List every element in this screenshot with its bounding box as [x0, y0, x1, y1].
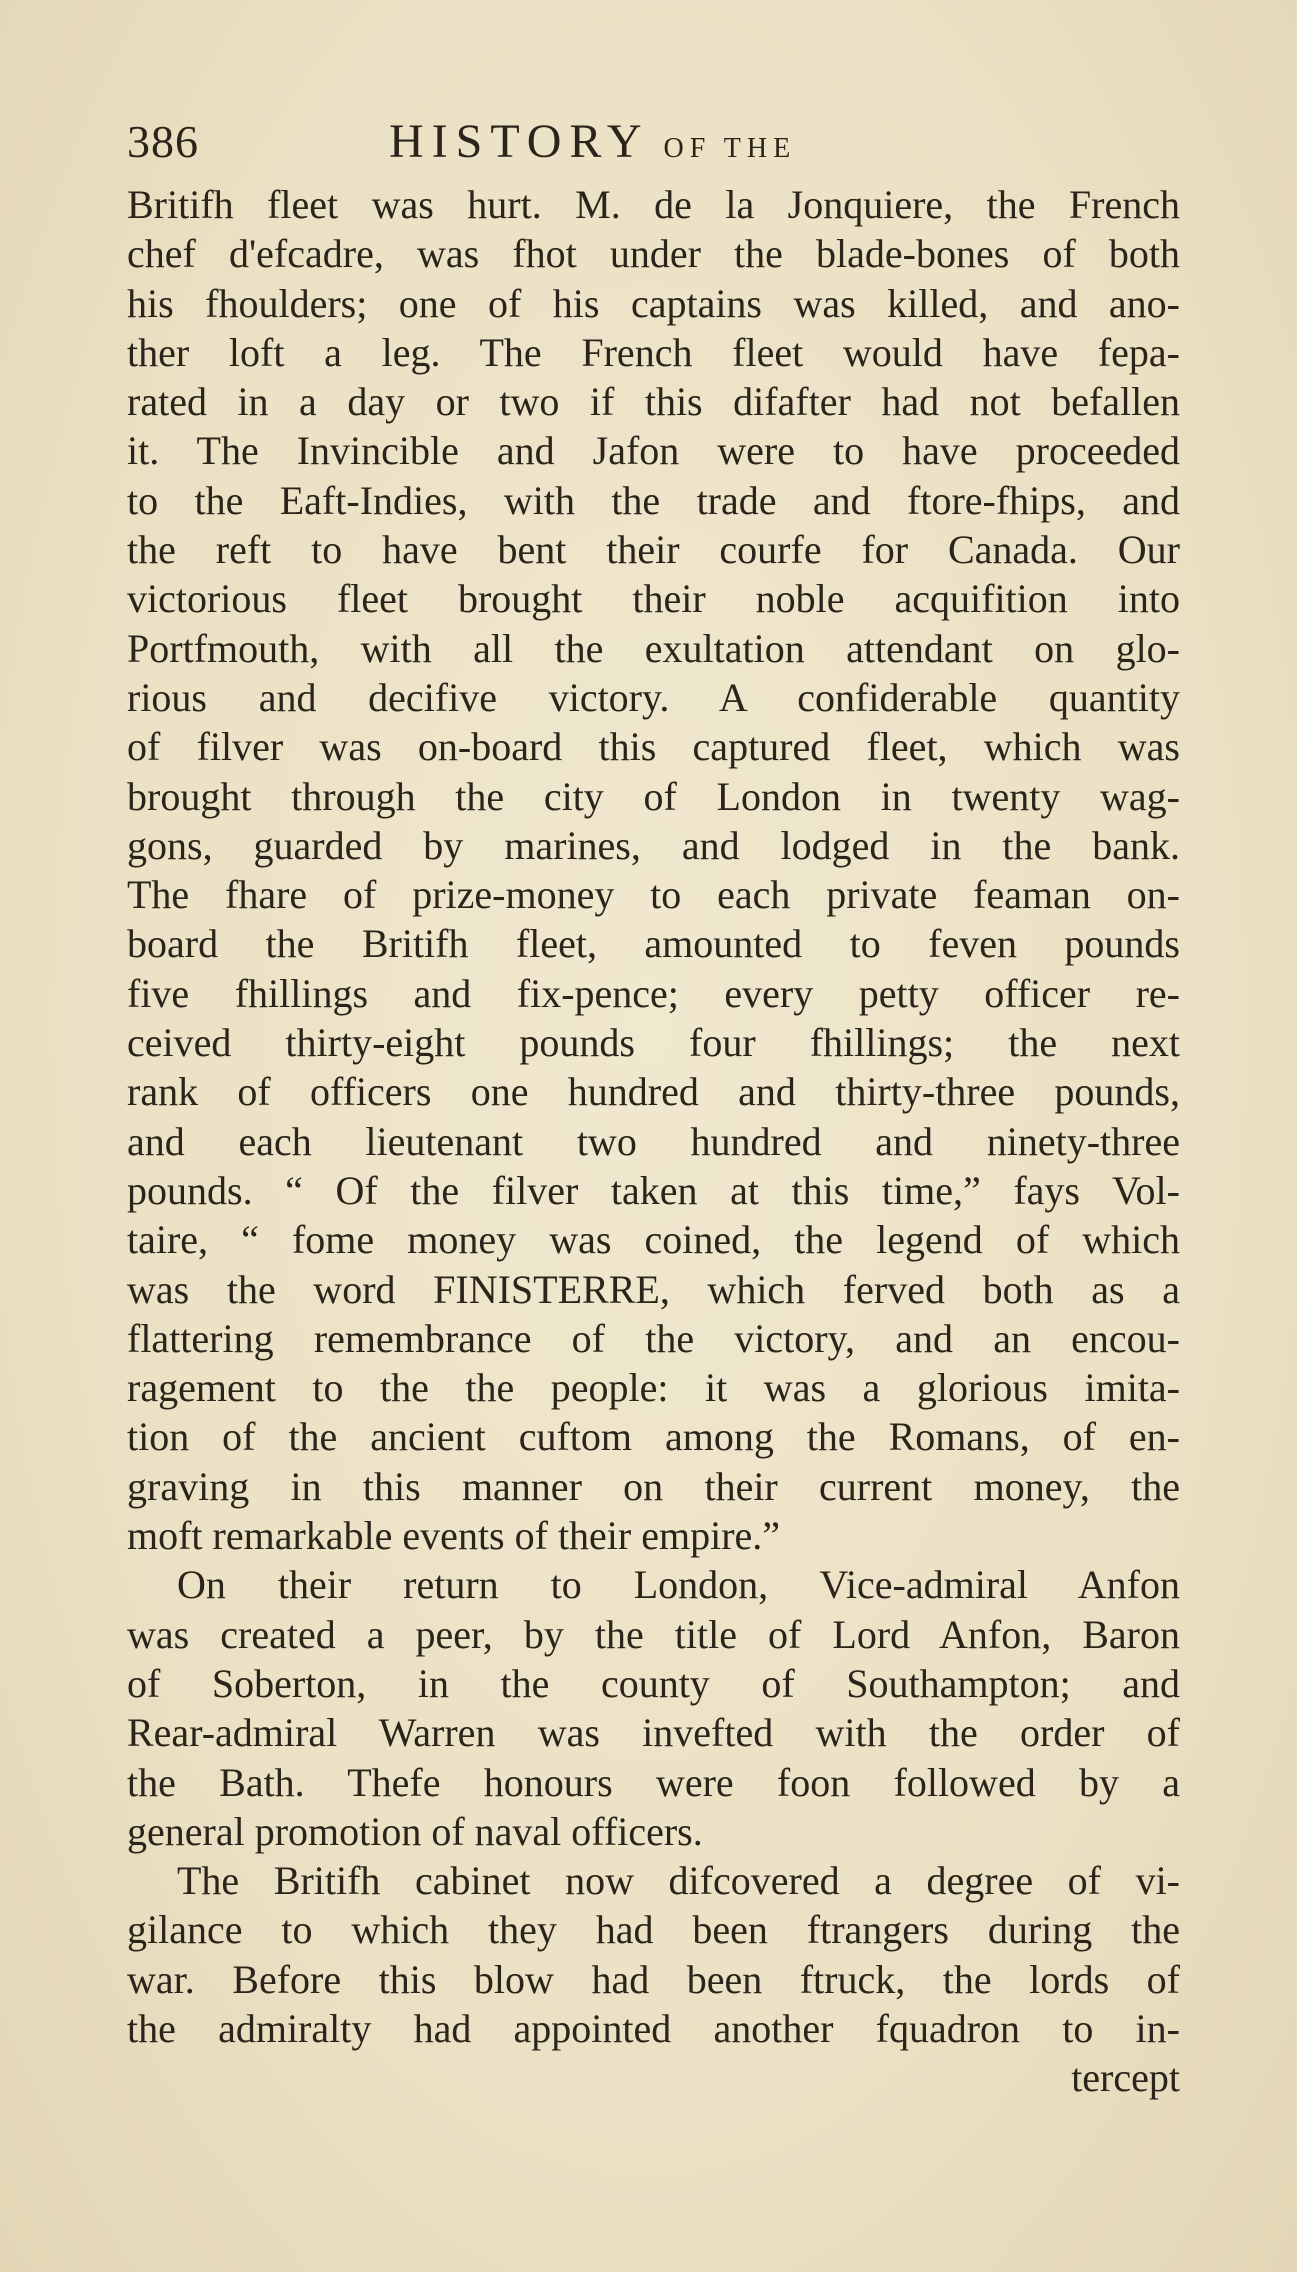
text-line: gons, guarded by marines, and lodged in the bank. [127, 822, 1180, 868]
text-line: gilance to which they had been ftrangers during the [127, 1907, 1180, 1953]
text-line: of Soberton, in the county of Southampton; and [127, 1660, 1180, 1706]
text-line: Rear-admiral Warren was invefted with the order of [127, 1710, 1180, 1756]
text-line: The Britifh cabinet now difcovered a degree of vi- [177, 1858, 1180, 1904]
text-line: Portfmouth, with all the exultation attendant on glo- [127, 625, 1180, 671]
text-line: the reft to have bent their courfe for Canada. Our [127, 527, 1180, 573]
text-line: was the word FINISTERRE, which ferved both as a [127, 1266, 1180, 1312]
text-line: moft remarkable events of their empire.” [127, 1513, 781, 1559]
catchword: tercept [1071, 2055, 1180, 2101]
text-line: and each lieutenant two hundred and ninety-three [127, 1118, 1180, 1164]
running-head-main: HISTORY [389, 115, 650, 168]
text-line: tion of the ancient cuftom among the Romans, of en- [127, 1414, 1180, 1460]
text-line: brought through the city of London in twenty wag- [127, 773, 1180, 819]
text-line: chef d'efcadre, was fhot under the blade-bones of both [127, 231, 1180, 277]
text-line: flattering remembrance of the victory, and an encou- [127, 1315, 1180, 1361]
text-line: rated in a day or two if this difafter had not befallen [127, 379, 1180, 425]
text-line: board the Britifh fleet, amounted to feven pounds [127, 921, 1180, 967]
text-line: the admiralty had appointed another fquadron to in- [127, 2005, 1180, 2051]
text-line: ragement to the the people: it was a glorious imita- [127, 1365, 1180, 1411]
text-line: The fhare of prize-money to each private feaman on- [127, 872, 1180, 918]
text-line: his fhoulders; one of his captains was killed, and ano- [127, 280, 1180, 326]
text-line: ceived thirty-eight pounds four fhillings; the next [127, 1020, 1180, 1066]
text-body [127, 180, 1180, 2103]
text-line: rank of officers one hundred and thirty-three pounds, [127, 1069, 1180, 1115]
text-line: the Bath. Thefe honours were foon followed by a [127, 1759, 1180, 1805]
text-line: ther loft a leg. The French fleet would have fepa- [127, 329, 1180, 375]
text-line: of filver was on-board this captured fleet, which was [127, 724, 1180, 770]
text-line: war. Before this blow had been ftruck, the lords of [127, 1956, 1180, 2002]
running-head [389, 112, 796, 179]
text-line: victorious fleet brought their noble acquifition into [127, 576, 1180, 622]
running-head-small: OF THE [663, 133, 797, 164]
text-line: to the Eaft-Indies, with the trade and ftore-fhips, and [127, 477, 1180, 523]
text-line: it. The Invincible and Jafon were to have proceeded [127, 428, 1180, 474]
text-line: rious and decifive victory. A confiderable quantity [127, 674, 1180, 720]
text-line: On their return to London, Vice-admiral Anfon [177, 1562, 1180, 1608]
text-line: Britifh fleet was hurt. M. de la Jonquiere, the French [127, 182, 1180, 227]
text-line: pounds. “ Of the filver taken at this time,” fays Vol- [127, 1167, 1180, 1213]
page-number: 386 [127, 116, 199, 167]
text-line: graving in this manner on their current money, the [127, 1463, 1180, 1509]
text-line: general promotion of naval officers. [127, 1808, 703, 1854]
text-line: taire, “ fome money was coined, the legend of which [127, 1217, 1180, 1263]
page-header [127, 112, 1187, 172]
text-line: five fhillings and fix-pence; every petty officer re- [127, 970, 1180, 1016]
text-line: was created a peer, by the title of Lord Anfon, Baron [127, 1611, 1180, 1657]
